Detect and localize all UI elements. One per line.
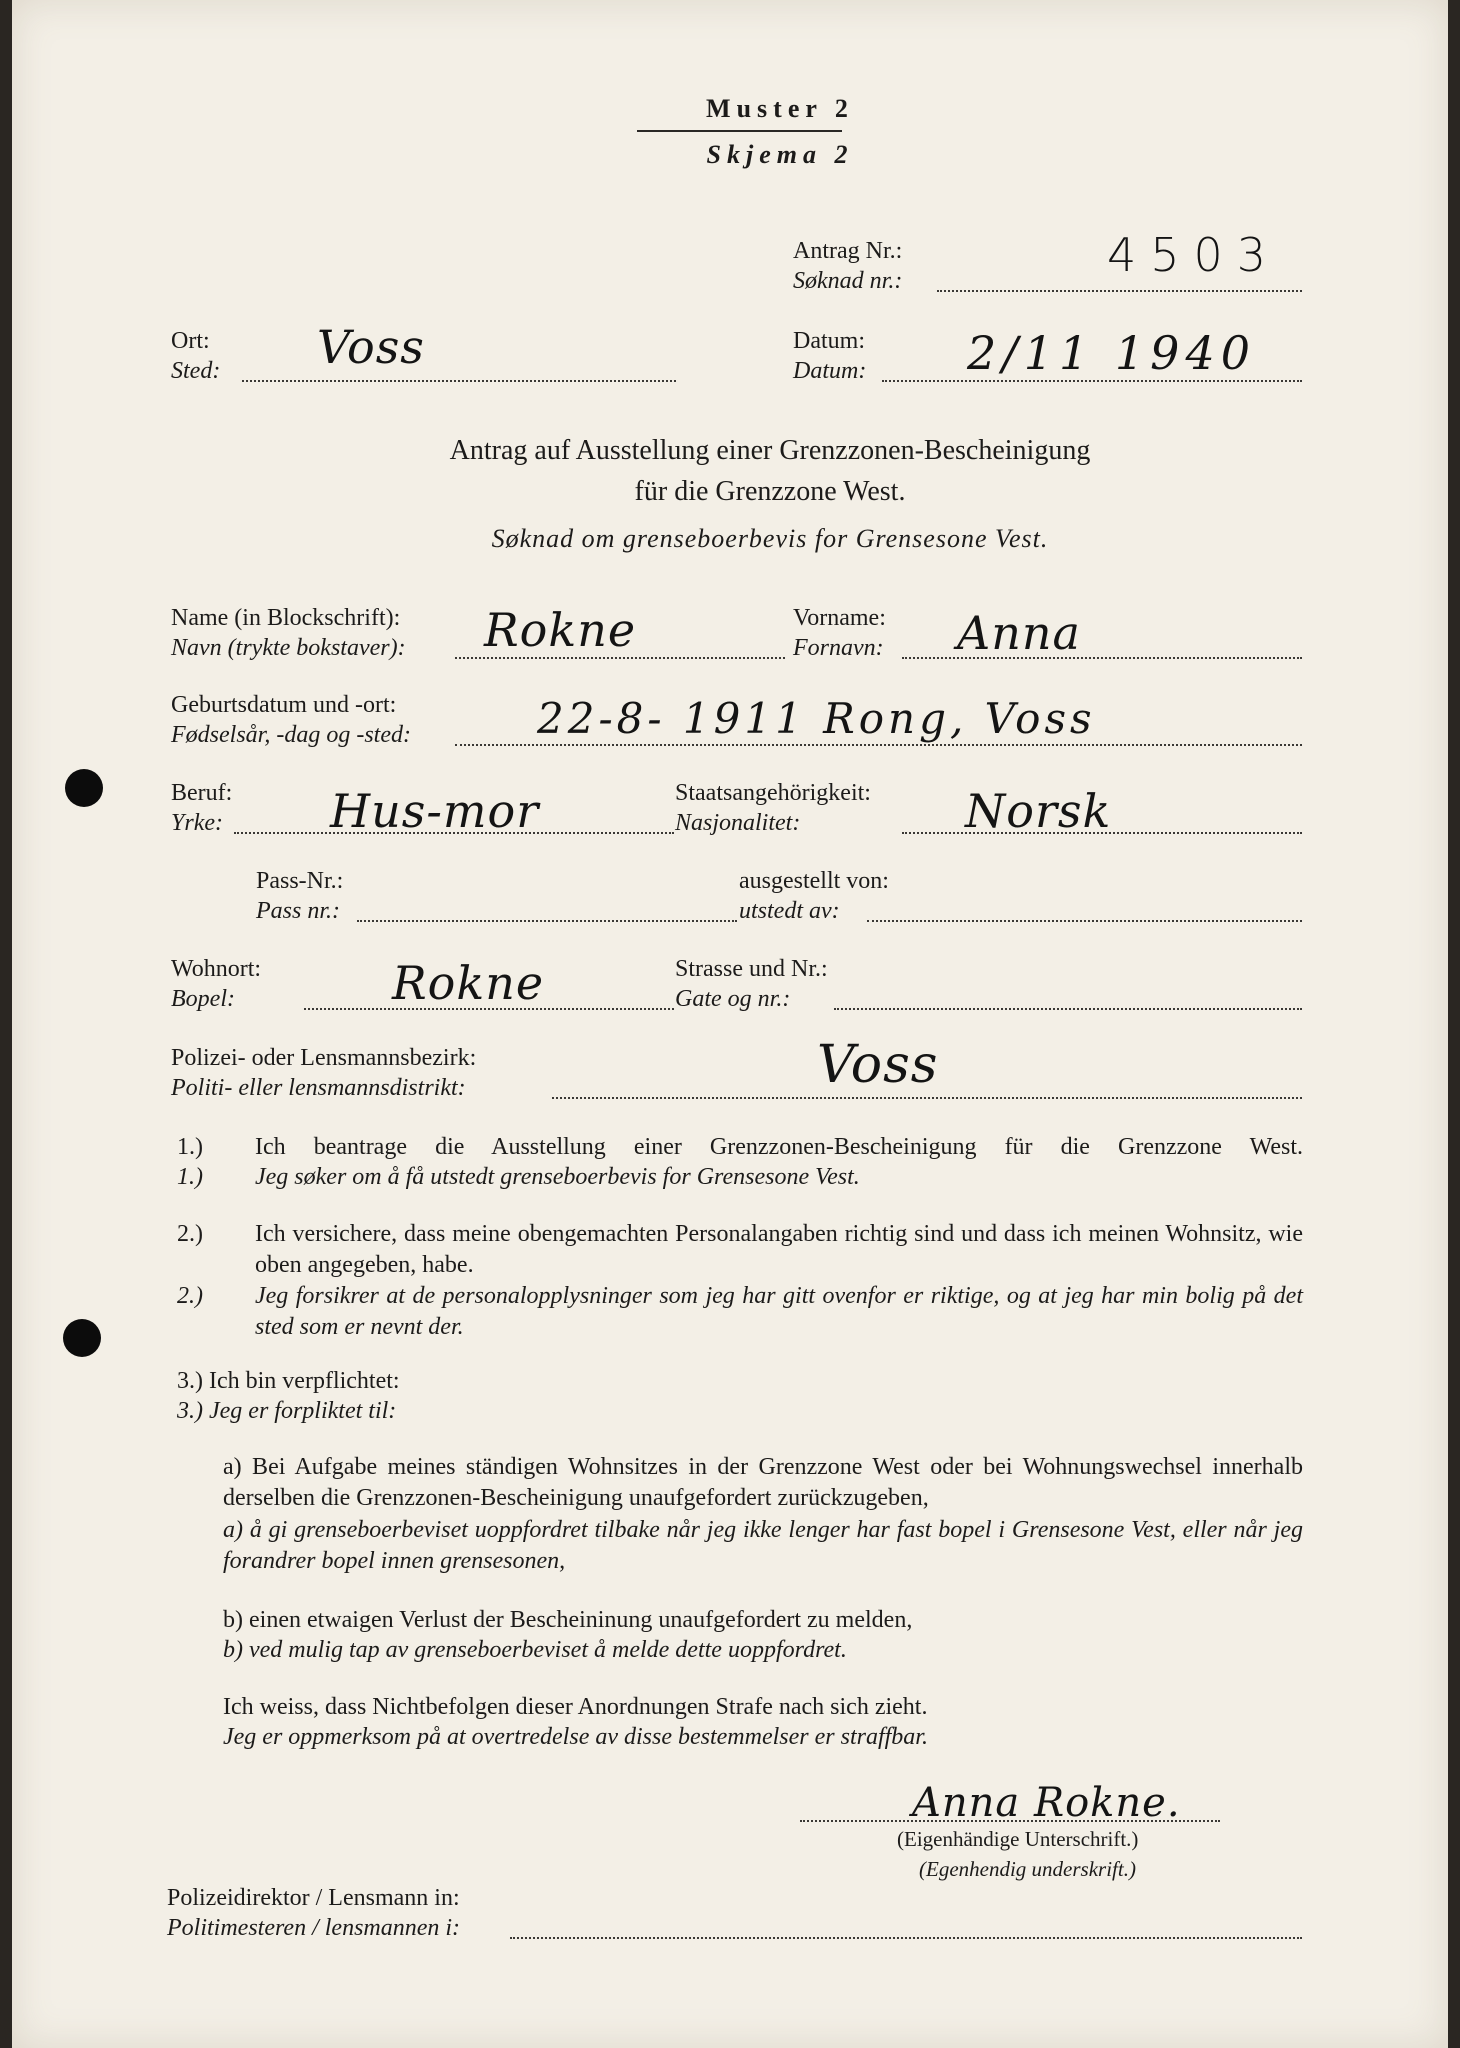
- vorname-label-no: Fornavn:: [793, 635, 884, 661]
- strasse-label-no: Gate og nr.:: [675, 986, 791, 1012]
- punch-hole-top: [65, 769, 103, 807]
- vorname-label-de: Vorname:: [793, 605, 886, 631]
- ort-label-de: Ort:: [171, 328, 210, 354]
- wohnort-value: Rokne: [392, 956, 545, 1010]
- datum-line: [882, 380, 1302, 382]
- warning-de: Ich weiss, dass Nichtbefolgen dieser Anordnungen Strafe nach sich zieht.: [223, 1694, 928, 1720]
- ort-line: [242, 380, 676, 382]
- item1-num-de: 1.): [177, 1134, 203, 1160]
- item3-de: 3.) Ich bin verpflichtet:: [177, 1368, 400, 1394]
- wohnort-label-no: Bopel:: [171, 986, 235, 1012]
- geburt-label-no: Fødselsår, -dag og -sted:: [171, 722, 411, 748]
- header-skjema: Skjema 2: [706, 140, 854, 169]
- item1-text-no: Jeg søker om å få utstedt grenseboerbevis for Grensesone Vest.: [255, 1164, 860, 1190]
- bezirk-label-de: Polizei- oder Lensmannsbezirk:: [171, 1045, 477, 1071]
- title-line2: für die Grenzzone West.: [634, 476, 906, 507]
- pass-label-no: Pass nr.:: [256, 898, 341, 924]
- title-line1: Antrag auf Ausstellung einer Grenzzonen-Bescheinigung: [449, 435, 1091, 466]
- item3b-no: b) ved mulig tap av grenseboerbeviset å melde dette uoppfordret.: [223, 1637, 847, 1663]
- title-line3: Søknad om grenseboerbevis for Grensesone Vest.: [491, 524, 1049, 553]
- item1-text-de: Ich beantrage die Ausstellung einer Grenzzonen-Bescheinigung für die Grenzzone West.: [255, 1134, 1303, 1160]
- datum-label-no: Datum:: [793, 358, 867, 384]
- signature-label-no: (Egenhendig underskrift.): [919, 1857, 1136, 1881]
- bezirk-line: [552, 1097, 1302, 1099]
- ausgestellt-label-no: utstedt av:: [739, 898, 840, 924]
- datum-label-de: Datum:: [793, 328, 865, 354]
- staat-value: Norsk: [965, 784, 1112, 838]
- wohnort-label-de: Wohnort:: [171, 956, 262, 982]
- item1-num-no: 1.): [177, 1164, 203, 1190]
- signature-label-de: (Eigenhändige Unterschrift.): [897, 1827, 1139, 1851]
- strasse-line: [834, 1008, 1302, 1010]
- pass-line: [357, 920, 737, 922]
- punch-hole-bottom: [63, 1319, 101, 1357]
- staat-label-no: Nasjonalitet:: [675, 810, 801, 836]
- header-muster: Muster 2: [706, 94, 854, 123]
- vorname-value: Anna: [957, 606, 1081, 660]
- beruf-label-de: Beruf:: [171, 780, 233, 806]
- form-page: [12, 0, 1448, 2048]
- item2-text-no: Jeg forsikrer at de personalopplysninger som jeg har gitt ovenfor er riktige, og at jeg har min bolig på det sted som er nevnt der.: [255, 1283, 1303, 1340]
- ausgestellt-line: [867, 920, 1302, 922]
- item3b-de: b) einen etwaigen Verlust der Bescheininung unaufgefordert zu melden,: [223, 1607, 913, 1633]
- item2-num-no: 2.): [177, 1283, 203, 1309]
- ort-label-no: Sted:: [171, 358, 221, 384]
- name-line: [455, 657, 785, 659]
- name-label-de: Name (in Blockschrift):: [171, 605, 401, 631]
- datum-value: 2/11 1940: [967, 326, 1256, 380]
- antrag-label-de: Antrag Nr.:: [793, 238, 903, 264]
- ort-value: Voss: [317, 320, 425, 374]
- item3a-no: a) å gi grenseboerbeviset uoppfordret tilbake når jeg ikke lenger har fast bopel i Grensesone Vest, eller når jeg forandrer bopel innen grensesonen,: [223, 1517, 1303, 1574]
- bezirk-label-no: Politi- eller lensmannsdistrikt:: [171, 1075, 466, 1101]
- geburt-value: 22-8- 1911 Rong, Voss: [537, 694, 1096, 743]
- footer-label-de: Polizeidirektor / Lensmann in:: [167, 1885, 460, 1911]
- warning-no: Jeg er oppmerksom på at overtredelse av disse bestemmelser er straffbar.: [223, 1724, 928, 1750]
- signature-value: Anna Rokne.: [912, 1780, 1181, 1826]
- item3a-de: a) Bei Aufgabe meines ständigen Wohnsitzes in der Grenzzone West oder bei Wohnungswechsel innerhalb derselben die Grenzzonen-Bescheinigung unaufgefordert zurückzugeben,: [223, 1454, 1303, 1511]
- footer-label-no: Politimesteren / lensmannen i:: [167, 1915, 461, 1941]
- name-label-no: Navn (trykte bokstaver):: [171, 635, 406, 661]
- beruf-value: Hus-mor: [330, 784, 540, 838]
- item2-num-de: 2.): [177, 1221, 203, 1247]
- antrag-line: [937, 290, 1302, 292]
- strasse-label-de: Strasse und Nr.:: [675, 956, 828, 982]
- staat-label-de: Staatsangehörigkeit:: [675, 780, 871, 806]
- beruf-label-no: Yrke:: [171, 810, 223, 836]
- pass-label-de: Pass-Nr.:: [256, 868, 344, 894]
- geburt-label-de: Geburtsdatum und -ort:: [171, 692, 397, 718]
- antrag-value: 4503: [1107, 228, 1281, 282]
- ausgestellt-label-de: ausgestellt von:: [739, 868, 889, 894]
- bezirk-value: Voss: [817, 1035, 939, 1095]
- geburt-line: [455, 744, 1302, 746]
- item2-text-de: Ich versichere, dass meine obengemachten Personalangaben richtig sind und dass ich meinen Wohnsitz, wie oben angegeben, habe.: [255, 1221, 1303, 1278]
- item3-no: 3.) Jeg er forpliktet til:: [177, 1398, 397, 1424]
- footer-line: [510, 1937, 1302, 1939]
- name-value: Rokne: [484, 603, 637, 657]
- antrag-label-no: Søknad nr.:: [793, 268, 903, 294]
